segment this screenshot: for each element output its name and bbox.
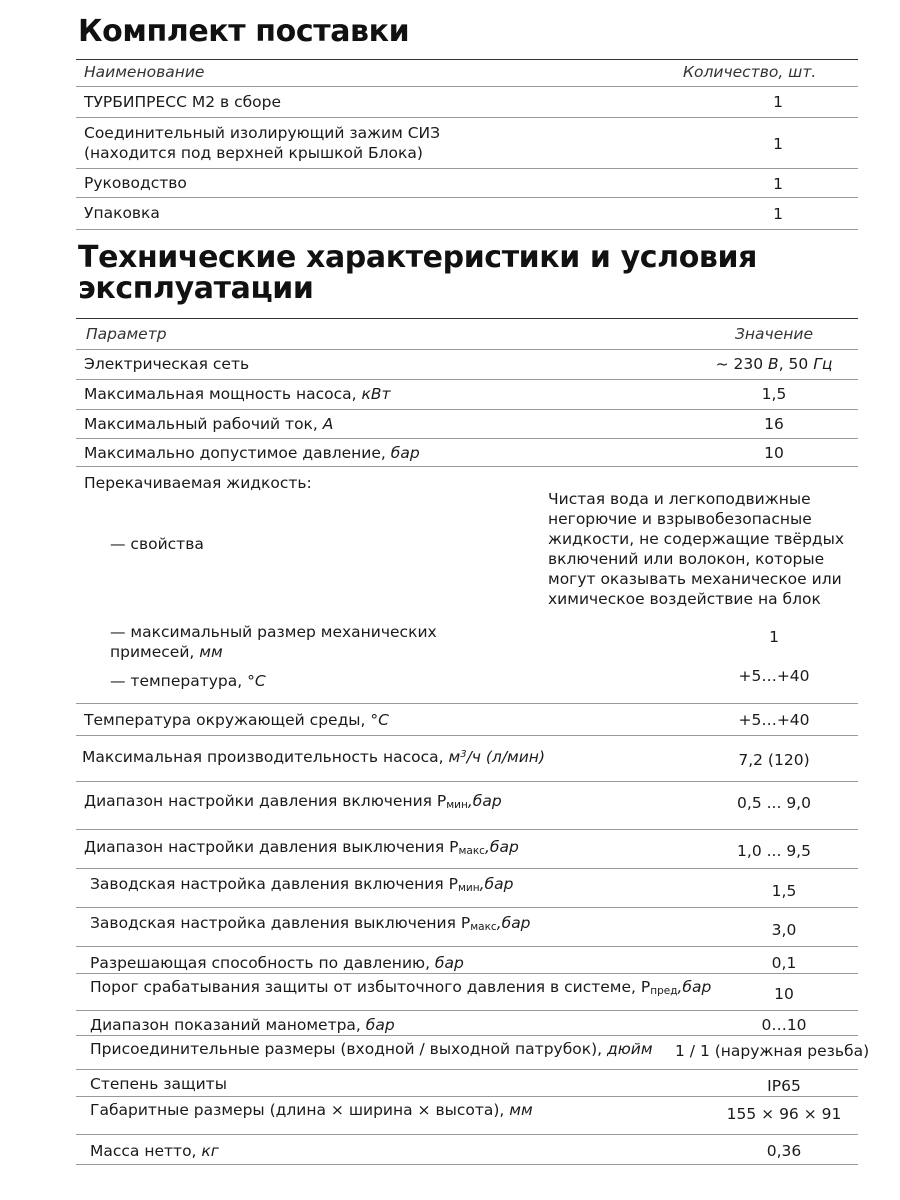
param-value: 10 bbox=[764, 444, 784, 462]
table-rule bbox=[76, 735, 858, 736]
supply-item-name-note: (находится под верхней крышкой Блока) bbox=[84, 144, 423, 162]
table-rule bbox=[76, 973, 858, 974]
table-rule bbox=[76, 829, 858, 830]
table-rule bbox=[76, 1096, 858, 1097]
specs-title bbox=[78, 242, 757, 304]
table-rule bbox=[76, 1010, 858, 1011]
table-rule bbox=[76, 59, 858, 60]
supply-item-name: Упаковка bbox=[84, 204, 160, 222]
param-value: 155 × 96 × 91 bbox=[726, 1105, 842, 1123]
table-rule bbox=[76, 117, 858, 118]
column-header-qty: Количество, шт. bbox=[683, 63, 817, 81]
param-label: Степень защиты bbox=[90, 1075, 227, 1093]
table-rule bbox=[76, 438, 858, 439]
param-value: 16 bbox=[764, 415, 784, 433]
liquid-label: Перекачиваемая жидкость: bbox=[84, 474, 312, 492]
table-rule bbox=[76, 1035, 858, 1036]
param-value: 7,2 (120) bbox=[738, 751, 810, 769]
column-header-param: Параметр bbox=[86, 325, 167, 343]
specs-title-line1: Технические характеристики и условия bbox=[78, 240, 757, 275]
liquid-temp-label: — температура, °С bbox=[110, 672, 266, 690]
supply-item-qty: 1 bbox=[773, 175, 783, 193]
param-value: +5…+40 bbox=[738, 711, 810, 729]
column-header-value: Значение bbox=[734, 325, 813, 343]
param-label: Максимальная мощность насоса, кВт bbox=[84, 385, 391, 403]
liquid-props-label: — свойства bbox=[110, 535, 204, 553]
param-label: Максимальная производительность насоса, $м^3/ч$ (л/мин) bbox=[82, 748, 545, 766]
supply-item-qty: 1 bbox=[773, 135, 783, 153]
param-label: Разрешающая способность по давлению, бар bbox=[90, 954, 464, 972]
param-value: 0,1 bbox=[771, 954, 797, 972]
liquid-temp-value: +5…+40 bbox=[738, 667, 810, 685]
supply-item-name: Соединительный изолирующий зажим СИЗ bbox=[84, 124, 441, 142]
param-label: Порог срабатывания защиты от избыточного давления в системе, Рпред,бар bbox=[90, 978, 712, 997]
supply-item-name: ТУРБИПРЕСС М2 в сборе bbox=[84, 93, 282, 111]
param-label: Максимально допустимое давление, бар bbox=[84, 444, 420, 462]
specs-title-line2: эксплуатации bbox=[78, 271, 314, 306]
param-value: 0,5 ... 9,0 bbox=[737, 794, 811, 812]
table-rule bbox=[76, 1069, 858, 1070]
supply-item-qty: 1 bbox=[773, 93, 783, 111]
table-rule bbox=[76, 1164, 858, 1165]
table-rule bbox=[76, 703, 858, 704]
supply-item-name: Руководство bbox=[84, 174, 187, 192]
table-rule bbox=[76, 318, 858, 319]
param-value: 0,36 bbox=[766, 1142, 802, 1160]
table-rule bbox=[76, 229, 858, 230]
param-value: IP65 bbox=[767, 1077, 801, 1095]
param-label: Температура окружающей среды, °С bbox=[84, 711, 389, 729]
table-rule bbox=[76, 466, 858, 467]
liquid-particle-label: — максимальный размер механических bbox=[110, 623, 437, 641]
param-label: Диапазон настройки давления выключения Рмакс,бар bbox=[84, 838, 519, 857]
table-rule bbox=[76, 1134, 858, 1135]
supply-title: Комплект поставки bbox=[78, 14, 410, 49]
param-value: 10 bbox=[774, 985, 794, 1003]
param-value: 3,0 bbox=[771, 921, 797, 939]
liquid-particle-value: 1 bbox=[769, 628, 779, 646]
table-rule bbox=[76, 168, 858, 169]
param-value: ~ 230 В, 50 Гц bbox=[715, 355, 833, 373]
param-label: Присоединительные размеры (входной / выходной патрубок), дюйм bbox=[90, 1040, 653, 1058]
table-rule bbox=[76, 868, 858, 869]
table-rule bbox=[76, 781, 858, 782]
param-value: 1,5 bbox=[761, 385, 787, 403]
liquid-particle-label-2: примесей, мм bbox=[110, 643, 223, 661]
param-label: Диапазон настройки давления включения Рмин,бар bbox=[84, 792, 502, 811]
param-value: 1,5 bbox=[771, 882, 797, 900]
param-label: Электрическая сеть bbox=[84, 355, 250, 373]
param-label: Масса нетто, кг bbox=[90, 1142, 219, 1160]
param-label: Габаритные размеры (длина × ширина × высота), мм bbox=[90, 1101, 533, 1119]
table-rule bbox=[76, 197, 858, 198]
table-rule bbox=[76, 907, 858, 908]
param-label: Диапазон показаний манометра, бар bbox=[90, 1016, 395, 1034]
param-value: 1 / 1 (наружная резьба) bbox=[675, 1042, 870, 1060]
table-rule bbox=[76, 946, 858, 947]
supply-item-qty: 1 bbox=[773, 205, 783, 223]
param-label: Заводская настройка давления включения Рмин,бар bbox=[90, 875, 514, 894]
table-rule bbox=[76, 409, 858, 410]
param-label: Заводская настройка давления выключения Рмакс,бар bbox=[90, 914, 531, 933]
param-value: 1,0 ... 9,5 bbox=[737, 842, 811, 860]
table-rule bbox=[76, 379, 858, 380]
param-label: Максимальный рабочий ток, А bbox=[84, 415, 334, 433]
table-rule bbox=[76, 86, 858, 87]
table-rule bbox=[76, 349, 858, 350]
column-header-name: Наименование bbox=[84, 63, 205, 81]
param-value: 0…10 bbox=[761, 1016, 807, 1034]
